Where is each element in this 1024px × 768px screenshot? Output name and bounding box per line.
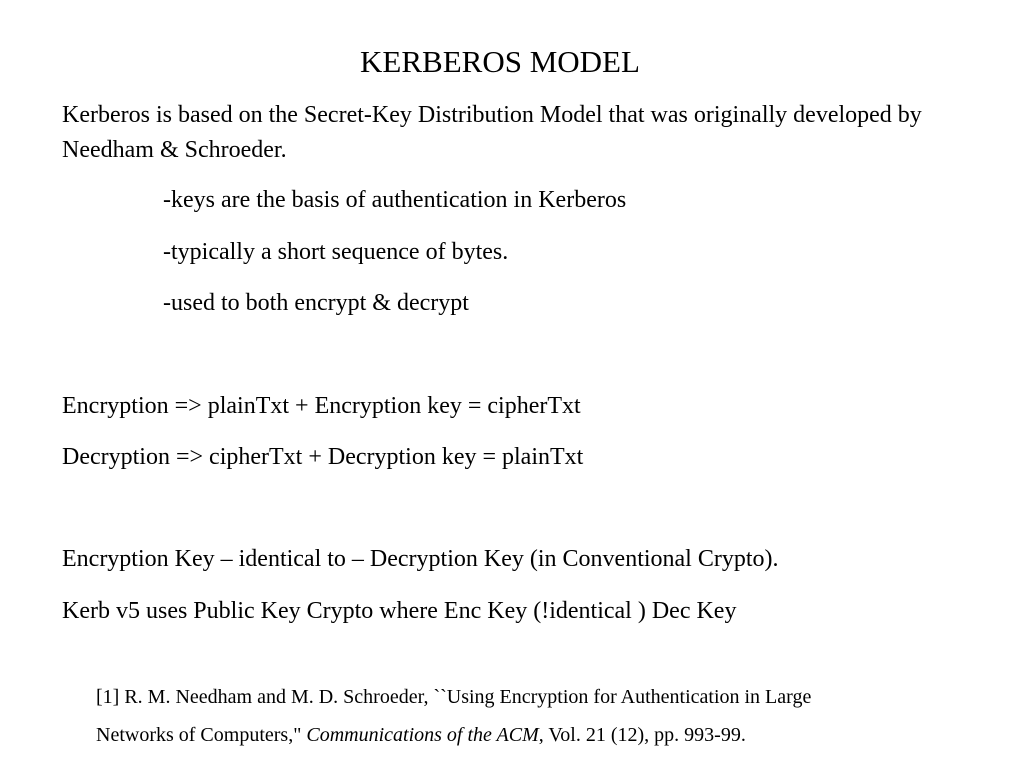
intro-paragraph: Kerberos is based on the Secret-Key Distribution Model that was originally developed by Needham & Schroeder. — [62, 102, 922, 163]
conventional-crypto-note: Encryption Key – identical to – Decryption Key (in Conventional Crypto). — [62, 546, 779, 572]
encryption-formula: Encryption => plainTxt + Encryption key = cipherTxt — [62, 393, 581, 419]
reference-line-2 — [96, 716, 956, 754]
reference-line-2-start: Networks of Computers," — [96, 724, 307, 746]
reference-citation — [96, 678, 956, 754]
bullet-short-sequence: -typically a short sequence of bytes. — [163, 239, 509, 265]
reference-line-2-end: , Vol. 21 (12), pp. 993-99. — [538, 724, 746, 746]
reference-line-1: [1] R. M. Needham and M. D. Schroeder, ``Using Encryption for Authentication in Large — [96, 686, 812, 708]
kerb-v5-note: Kerb v5 uses Public Key Crypto where Enc Key (!identical ) Dec Key — [62, 598, 737, 624]
slide-title: KERBEROS MODEL — [360, 44, 640, 79]
decryption-formula: Decryption => cipherTxt + Decryption key = plainTxt — [62, 444, 584, 470]
bullet-encrypt-decrypt: -used to both encrypt & decrypt — [163, 290, 469, 316]
bullet-keys-basis: -keys are the basis of authentication in Kerberos — [163, 187, 627, 213]
reference-journal: Communications of the ACM — [306, 724, 539, 746]
